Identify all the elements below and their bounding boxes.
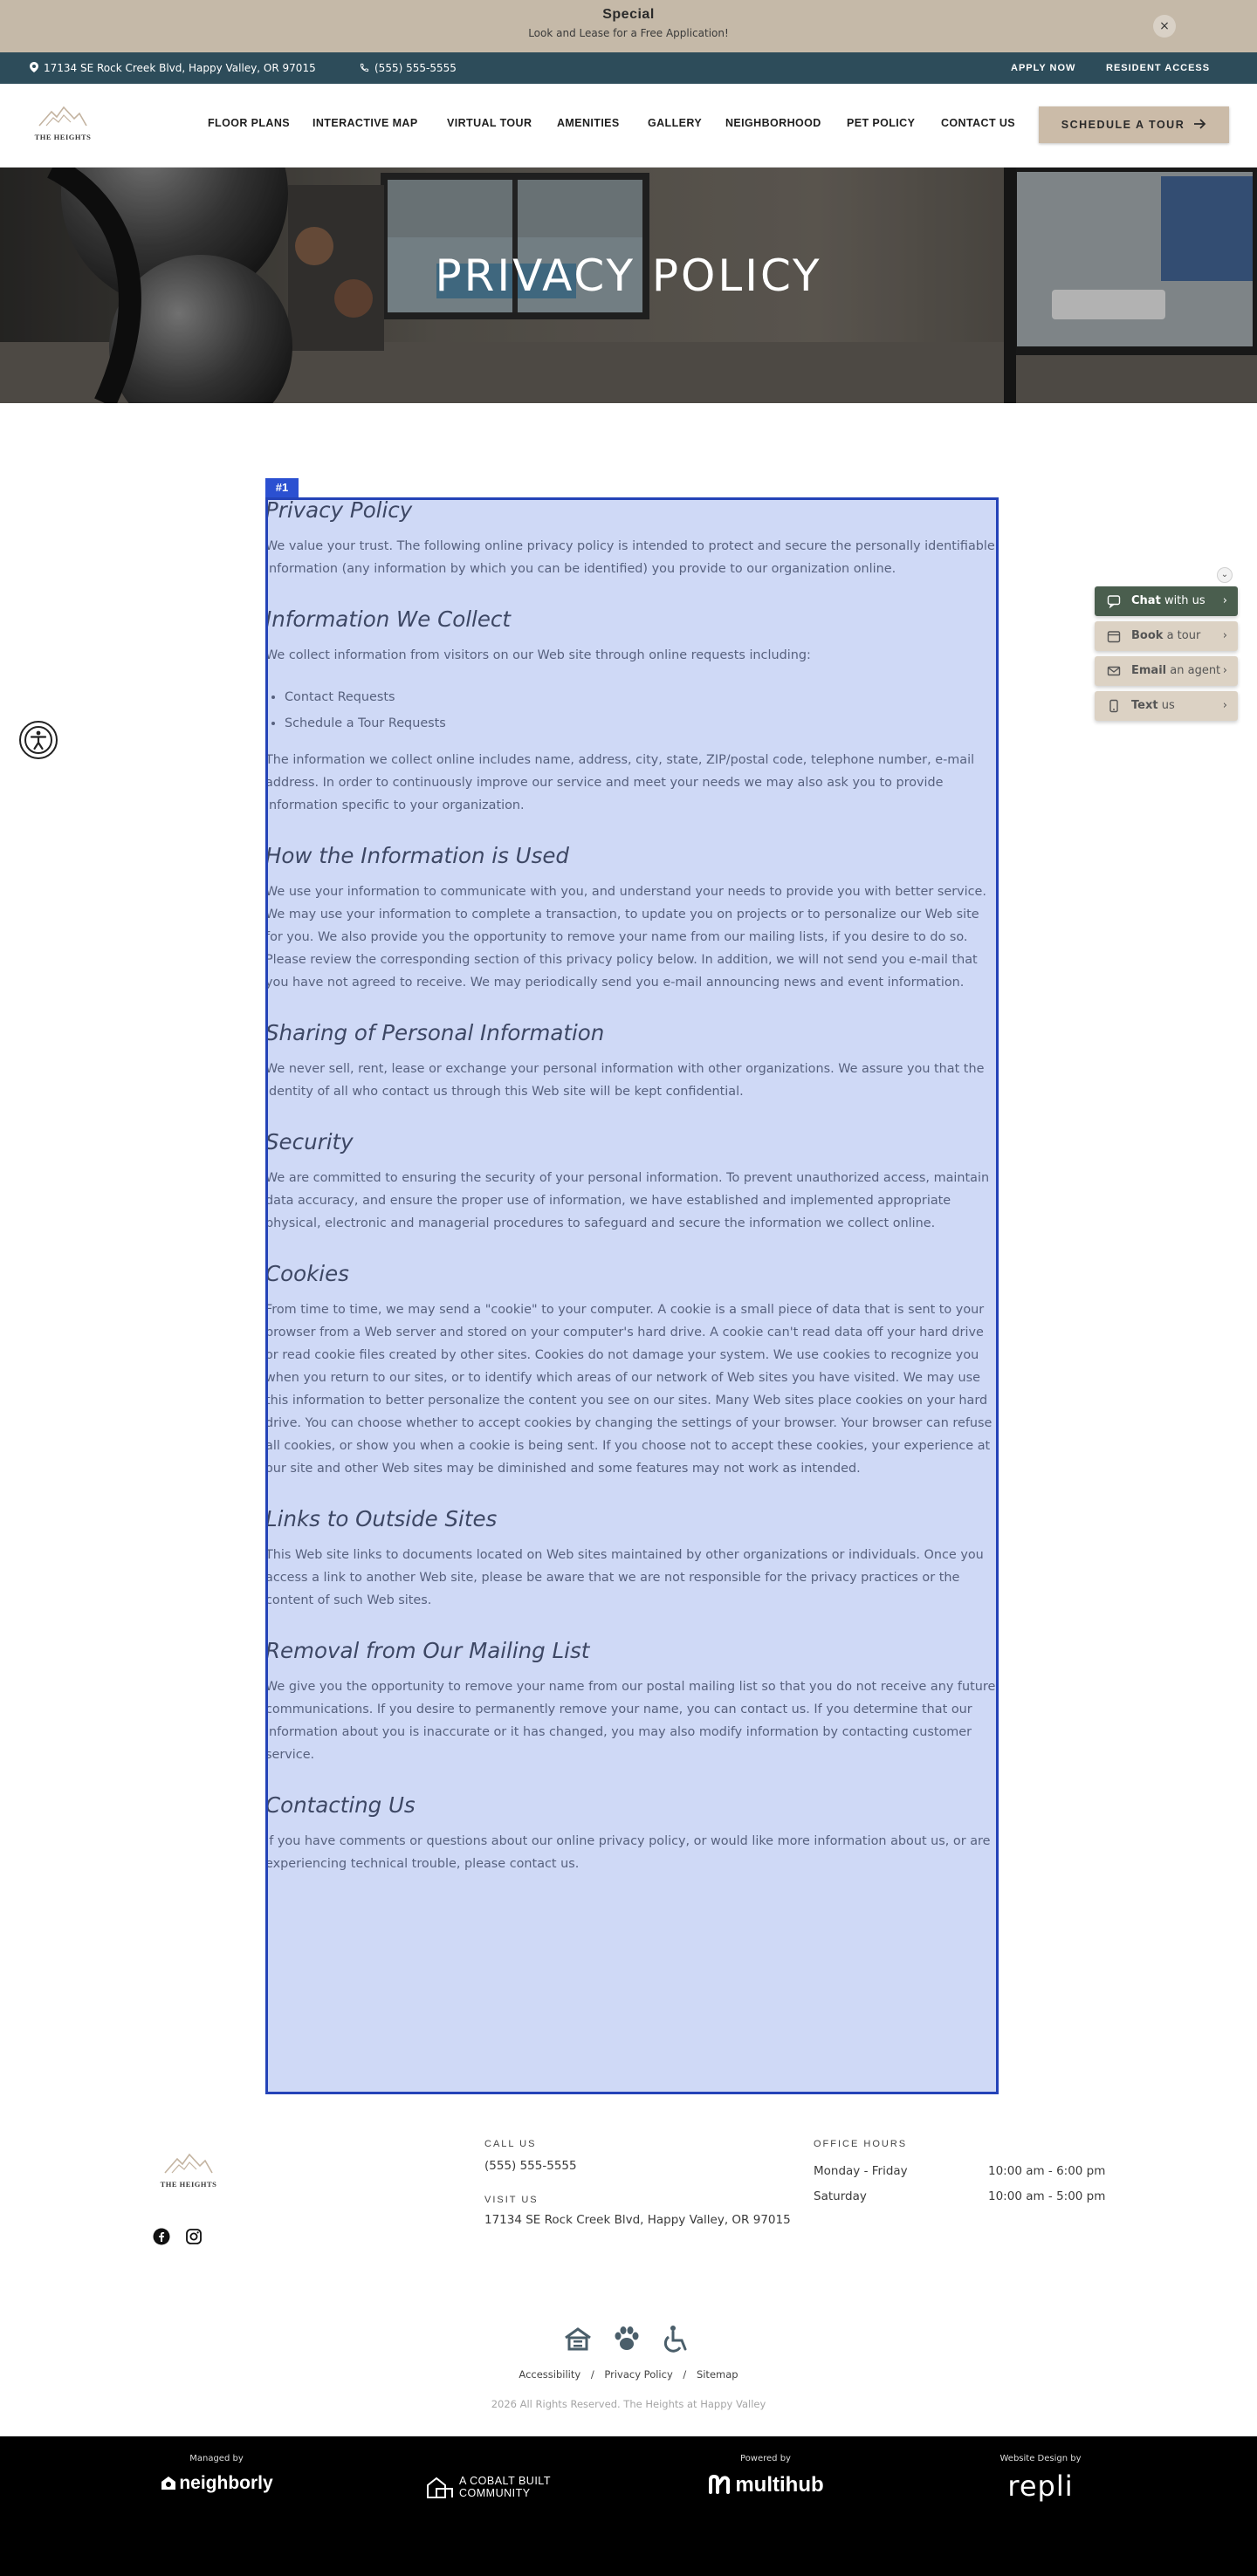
privacy-policy-link[interactable]: Privacy Policy <box>604 2368 673 2381</box>
section-paragraph: We collect information from visitors on our Web site through online requests including: <box>265 648 811 662</box>
repli-logo[interactable]: repli <box>1007 2470 1074 2503</box>
section-paragraph: We use your information to communicate with you, and understand your needs to provide you with better service. We may use your information to complete a transaction, to update you on projects or to personalize our Web site for you. We also provide you the opportunity to remove your name from our mailing lists, if you desire to do so. Please review the corresponding section of this privacy policy below. In addition, we will not send you e-mail that you have not agreed to receive. We may periodically send you e-mail announcing news and event information. <box>265 885 986 990</box>
text-us-button[interactable] <box>1095 691 1238 721</box>
resident-access-link[interactable]: RESIDENT ACCESS <box>1106 63 1211 73</box>
wheelchair-icon <box>661 2325 690 2353</box>
promo-banner <box>0 0 1257 52</box>
chevron-right-icon: › <box>1222 664 1227 677</box>
section-paragraph: If you have comments or questions about our online privacy policy, or would like more information about us, or are experiencing technical trouble, please contact us. <box>265 1834 991 1871</box>
office-hours-label: OFFICE HOURS <box>814 2139 908 2149</box>
multihub-logo[interactable] <box>701 2473 832 2497</box>
chevron-right-icon: › <box>1222 594 1227 607</box>
promo-title: Special <box>602 7 655 22</box>
section-paragraph: This Web site links to documents located on Web sites maintained by other organizations or individuals. Once you access a link to another Web site, please be aware that we are not responsible for the privacy practices or the content of such Web sites. <box>265 1548 984 1607</box>
schedule-tour-label: SCHEDULE A TOUR <box>1061 119 1185 131</box>
email-agent-button[interactable] <box>1095 656 1238 686</box>
link-separator: / <box>590 2368 594 2381</box>
chat-button-rest: with us <box>1164 594 1205 607</box>
equal-housing-icon <box>563 2326 593 2353</box>
chat-icon <box>1107 594 1121 608</box>
nav-pet-policy[interactable]: PET POLICY <box>847 117 916 129</box>
book-tour-button[interactable] <box>1095 621 1238 651</box>
calendar-icon <box>1107 629 1121 643</box>
hours-time: 10:00 am - 5:00 pm <box>988 2189 1106 2203</box>
section-heading: Removal from Our Mailing List <box>265 1638 590 1663</box>
highlight-overlay <box>265 497 999 2094</box>
list-item: • Schedule a Tour Requests <box>285 710 999 736</box>
chevron-right-icon: › <box>1222 629 1227 642</box>
facebook-icon[interactable] <box>153 2228 170 2245</box>
accessibility-icon <box>21 723 56 757</box>
cobalt-wordmark: A COBALT BUILT COMMUNITY <box>459 2475 551 2499</box>
instagram-icon[interactable] <box>185 2228 203 2245</box>
utility-phone-text: (555) 555-5555 <box>374 62 457 74</box>
main-nav <box>0 84 1257 168</box>
nav-floor-plans[interactable]: FLOOR PLANS <box>208 117 290 129</box>
neighborly-wordmark: neighborly <box>179 2473 273 2493</box>
logo-wordmark: THE HEIGHTS <box>160 2180 217 2189</box>
section-paragraph: The information we collect online includes name, address, city, state, ZIP/postal code, telephone number, e-mail address. In order to continuously improve our service and meet your needs we may also ask you to provide information specific to your organization. <box>265 753 975 812</box>
neighborly-mark-icon <box>160 2474 177 2491</box>
nav-virtual-tour[interactable]: VIRTUAL TOUR <box>447 117 532 129</box>
nav-contact-us[interactable]: CONTACT US <box>941 117 1016 129</box>
house-outline-icon <box>426 2475 454 2499</box>
section-paragraph: From time to time, we may send a "cookie" to your computer. A cookie is a small piece of data that is sent to your browser from a Web server and stored on your computer's hard drive. A cookie can't read data off your hard drive or read cookie files created by other sites. Cookies do not damage your system. We use cookies to recognize you when you return to our sites, or to identify which areas of our network of Web sites you have visited. We may use this information to better personalize the content you see on our sites. Many Web sites place cookies on your hard drive. You can choose whether to accept cookies by changing the settings of your browser. Your browser can refuse all cookies, or show you when a cookie is being sent. If you choose not to accept these cookies, your experience at our site and other Web sites may be diminished and some features may not work as intended. <box>265 1303 993 1476</box>
nav-gallery[interactable]: GALLERY <box>648 117 703 129</box>
logo-wordmark: THE HEIGHTS <box>34 133 92 141</box>
call-us-label: CALL US <box>484 2139 537 2149</box>
multihub-wordmark: multihub <box>735 2473 824 2497</box>
hours-day: Monday - Friday <box>814 2164 908 2178</box>
chevron-right-icon: › <box>1222 699 1227 712</box>
site-logo[interactable] <box>30 105 96 141</box>
sitemap-link[interactable]: Sitemap <box>696 2368 738 2381</box>
section-paragraph: We give you the opportunity to remove your name from our postal mailing list so that you do not receive any future communications. If you desire to permanently remove your name, you can contact us. If you determine that our information about you is inaccurate or it has changed, you may also modify information by contacting customer service. <box>265 1680 996 1762</box>
nav-amenities[interactable]: AMENITIES <box>557 117 620 129</box>
hours-time: 10:00 am - 6:00 pm <box>988 2164 1106 2178</box>
chevron-down-icon[interactable]: ⌄ <box>1217 567 1233 583</box>
apply-now-link[interactable]: APPLY NOW <box>1011 63 1076 73</box>
footer-address[interactable]: 17134 SE Rock Creek Blvd, Happy Valley, OR 97015 <box>484 2213 791 2227</box>
partner-strip <box>0 2436 1257 2576</box>
text-button-bold: Text <box>1131 699 1158 712</box>
footer-phone[interactable]: (555) 555-5555 <box>484 2159 577 2173</box>
promo-subtitle: Look and Lease for a Free Application! <box>528 27 729 39</box>
utility-bar <box>0 52 1257 84</box>
mountain-logo-icon <box>38 105 88 127</box>
hours-day: Saturday <box>814 2189 867 2203</box>
highlight-tag: #1 <box>265 478 299 497</box>
hero-banner <box>0 168 1257 403</box>
phone-icon <box>360 63 369 72</box>
mail-icon <box>1107 664 1121 678</box>
utility-address-text: 17134 SE Rock Creek Blvd, Happy Valley, OR 97015 <box>44 62 316 74</box>
chat-button[interactable] <box>1095 586 1238 616</box>
section-paragraph: We never sell, rent, lease or exchange your personal information with other organizations. We assure you that the identity of all who contact us through this Web site will be kept confidential. <box>265 1062 985 1099</box>
nav-neighborhood[interactable]: NEIGHBORHOOD <box>725 117 821 129</box>
close-icon[interactable]: × <box>1153 15 1176 38</box>
list-item: • Contact Requests <box>285 684 999 710</box>
email-button-bold: Email <box>1131 664 1167 677</box>
section-heading: Privacy Policy <box>265 497 413 523</box>
link-separator: / <box>683 2368 687 2381</box>
section-heading: How the Information is Used <box>265 843 569 868</box>
mountain-logo-icon <box>163 2152 214 2175</box>
utility-phone[interactable] <box>360 62 457 74</box>
section-heading: Cookies <box>265 1261 349 1286</box>
chat-button-bold: Chat <box>1131 594 1161 607</box>
accessibility-button[interactable] <box>19 721 58 759</box>
schedule-tour-button[interactable] <box>1039 106 1229 143</box>
section-paragraph: We value your trust. The following online privacy policy is intended to protect and secure the personally identifiable information (any information by which you can be identified) you provide to our organization online. <box>265 539 995 576</box>
book-button-bold: Book <box>1131 629 1164 642</box>
section-heading: Information We Collect <box>265 606 511 632</box>
legal-links <box>0 2368 1257 2381</box>
map-pin-icon <box>30 62 38 72</box>
section-heading: Security <box>265 1129 354 1154</box>
arrow-right-icon <box>1194 119 1206 129</box>
footer-logo[interactable] <box>155 2152 222 2189</box>
visit-us-label: VISIT US <box>484 2195 539 2205</box>
utility-address[interactable] <box>30 62 316 74</box>
paw-icon <box>612 2325 642 2353</box>
accessibility-link[interactable]: Accessibility <box>519 2368 581 2381</box>
design-by-label: Website Design by <box>999 2454 1082 2463</box>
neighborly-logo[interactable] <box>155 2473 278 2494</box>
copyright: 2026 All Rights Reserved. The Heights at Happy Valley <box>491 2398 766 2410</box>
powered-by-label: Powered by <box>740 2454 791 2463</box>
section-paragraph: We are committed to ensuring the security of your personal information. To prevent unauthorized access, maintain data accuracy, and ensure the proper use of information, we have established and implemented appropriate physical, electronic and managerial procedures to safeguard and secure the information we collect online. <box>265 1171 990 1230</box>
section-heading: Links to Outside Sites <box>265 1506 498 1531</box>
section-heading: Sharing of Personal Information <box>265 1020 605 1045</box>
nav-interactive-map[interactable]: INTERACTIVE MAP <box>313 117 418 129</box>
text-button-rest: us <box>1161 699 1175 712</box>
book-button-rest: a tour <box>1166 629 1201 642</box>
multihub-mark-icon <box>709 2475 730 2494</box>
email-button-rest: an agent <box>1170 664 1221 677</box>
managed-by-label: Managed by <box>189 2454 244 2463</box>
mobile-phone-icon <box>1107 699 1121 713</box>
page-title: PRIVACY POLICY <box>435 250 822 301</box>
section-heading: Contacting Us <box>265 1792 416 1818</box>
